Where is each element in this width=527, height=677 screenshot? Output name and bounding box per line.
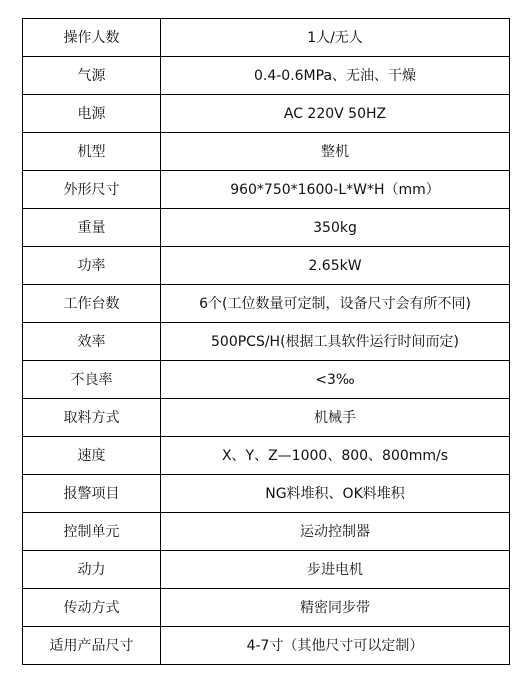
spec-table	[22, 18, 510, 665]
spec-value: <3‰	[161, 361, 510, 399]
spec-label: 传动方式	[23, 589, 161, 627]
table-row	[23, 589, 510, 627]
table-row	[23, 247, 510, 285]
spec-value: AC 220V 50HZ	[161, 95, 510, 133]
spec-label: 气源	[23, 57, 161, 95]
spec-label: 重量	[23, 209, 161, 247]
spec-label: 功率	[23, 247, 161, 285]
spec-label: 动力	[23, 551, 161, 589]
spec-label: 机型	[23, 133, 161, 171]
table-row	[23, 361, 510, 399]
spec-value: 4-7寸（其他尺寸可以定制）	[161, 627, 510, 665]
spec-value: 960*750*1600-L*W*H（mm）	[161, 171, 510, 209]
spec-label: 报警项目	[23, 475, 161, 513]
spec-label: 工作台数	[23, 285, 161, 323]
spec-label: 速度	[23, 437, 161, 475]
table-row	[23, 399, 510, 437]
spec-value: 350kg	[161, 209, 510, 247]
table-row	[23, 95, 510, 133]
table-row	[23, 209, 510, 247]
spec-label: 效率	[23, 323, 161, 361]
spec-value: 1人/无人	[161, 19, 510, 57]
spec-label: 不良率	[23, 361, 161, 399]
spec-value: 500PCS/H(根据工具软件运行时间而定)	[161, 323, 510, 361]
table-row	[23, 627, 510, 665]
spec-value: 运动控制器	[161, 513, 510, 551]
spec-value: 机械手	[161, 399, 510, 437]
table-row	[23, 513, 510, 551]
spec-label: 电源	[23, 95, 161, 133]
spec-value: 0.4-0.6MPa、无油、干燥	[161, 57, 510, 95]
table-row	[23, 171, 510, 209]
spec-label: 取料方式	[23, 399, 161, 437]
table-row	[23, 133, 510, 171]
table-row	[23, 57, 510, 95]
spec-value: 整机	[161, 133, 510, 171]
spec-value: X、Y、Z—1000、800、800mm/s	[161, 437, 510, 475]
spec-value: 步进电机	[161, 551, 510, 589]
spec-label: 外形尺寸	[23, 171, 161, 209]
table-row	[23, 437, 510, 475]
spec-value: 2.65kW	[161, 247, 510, 285]
table-row	[23, 285, 510, 323]
spec-label: 适用产品尺寸	[23, 627, 161, 665]
spec-value: 精密同步带	[161, 589, 510, 627]
table-row	[23, 475, 510, 513]
table-row	[23, 323, 510, 361]
spec-label: 控制单元	[23, 513, 161, 551]
spec-table-body	[23, 19, 510, 665]
spec-label: 操作人数	[23, 19, 161, 57]
table-row	[23, 551, 510, 589]
spec-value: 6个(工位数量可定制，设备尺寸会有所不同)	[161, 285, 510, 323]
spec-value: NG料堆积、OK料堆积	[161, 475, 510, 513]
table-row	[23, 19, 510, 57]
